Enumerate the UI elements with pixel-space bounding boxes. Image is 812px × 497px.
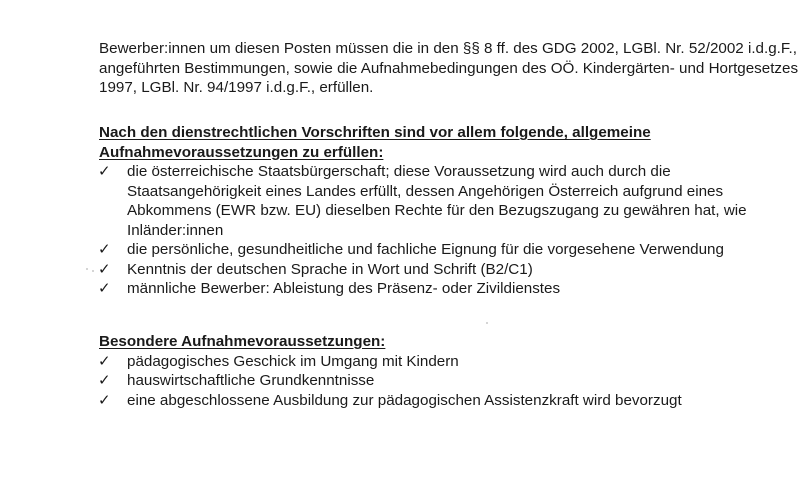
list-item bbox=[98, 162, 799, 240]
list-item bbox=[98, 371, 799, 391]
general-requirements-section bbox=[99, 123, 799, 299]
list-item-text: eine abgeschlossene Ausbildung zur pädagogischen Assistenzkraft wird bevorzugt bbox=[127, 391, 682, 409]
list-item bbox=[98, 352, 799, 372]
list-item-text: Kenntnis der deutschen Sprache in Wort und Schrift (B2/C1) bbox=[127, 260, 533, 278]
list-item-text: die persönliche, gesundheitliche und fachliche Eignung für die vorgesehene Verwendung bbox=[127, 241, 724, 258]
general-requirements-heading: Nach den dienstrechtlichen Vorschriften sind vor allem folgende, allgemeine Aufnahmevoraussetzungen zu erfüllen: bbox=[99, 124, 651, 161]
list-item bbox=[98, 240, 799, 260]
checkmark-icon: ✓ bbox=[98, 372, 111, 389]
list-item-text: hauswirtschaftliche Grundkenntnisse bbox=[127, 372, 375, 389]
list-item bbox=[98, 391, 799, 411]
checkmark-icon: ✓ bbox=[98, 163, 111, 180]
special-requirements-section bbox=[99, 332, 799, 410]
scan-speck bbox=[86, 268, 88, 270]
list-item bbox=[98, 279, 799, 299]
general-requirements-list bbox=[99, 162, 799, 299]
checkmark-icon: ✓ bbox=[98, 391, 111, 409]
scan-speck bbox=[486, 322, 488, 324]
special-requirements-heading: Besondere Aufnahmevoraussetzungen: bbox=[99, 333, 386, 350]
list-item-text: pädagogisches Geschick im Umgang mit Kindern bbox=[127, 352, 459, 370]
list-item-text: männliche Bewerber: Ableistung des Präsenz- oder Zivildienstes bbox=[127, 280, 561, 297]
checkmark-icon: ✓ bbox=[98, 280, 111, 297]
list-item-text: die österreichische Staatsbürgerschaft; diese Voraussetzung wird auch durch die Staatsangehörigkeit eines Landes erfüllt, dessen Angehörigen Österreich aufgrund eines Abkommens (EWR bzw. EU) dieselben Rechte für den Bezugszugang zu gewähren hat, wie Inländer:innen bbox=[127, 163, 747, 239]
checkmark-icon: ✓ bbox=[98, 260, 111, 278]
checkmark-icon: ✓ bbox=[98, 352, 111, 370]
scan-speck bbox=[92, 270, 94, 272]
checkmark-icon: ✓ bbox=[98, 241, 111, 258]
special-requirements-list bbox=[99, 352, 799, 411]
list-item bbox=[98, 260, 799, 280]
intro-paragraph: Bewerber:innen um diesen Posten müssen die in den §§ 8 ff. des GDG 2002, LGBl. Nr. 52/2002 i.d.g.F., angeführten Bestimmungen, sowie die Aufnahmebedingungen des OÖ. Kindergärten- und Hortgesetzes 1997, LGBl. Nr. 94/1997 i.d.g.F., erfüllen. bbox=[99, 40, 799, 96]
